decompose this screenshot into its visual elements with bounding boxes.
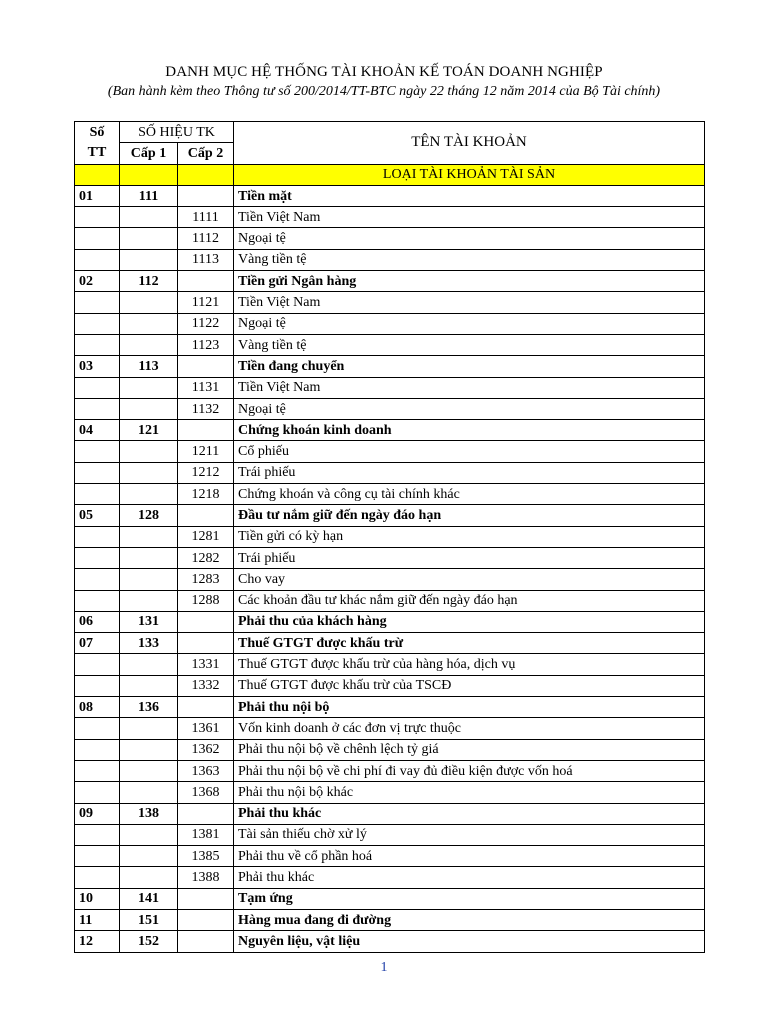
row-cap2: 1121 — [178, 292, 234, 313]
row-name: Tiền gửi có kỳ hạn — [234, 526, 705, 547]
row-cap2 — [178, 909, 234, 930]
row-name: Ngoại tệ — [234, 398, 705, 419]
row-cap1: 133 — [120, 633, 178, 654]
row-cap1 — [120, 377, 178, 398]
row-cap2: 1368 — [178, 782, 234, 803]
row-name: Phải thu nội bộ về chi phí đi vay đủ điều kiện được vốn hoá — [234, 760, 705, 781]
row-cap2: 1385 — [178, 846, 234, 867]
document-subtitle: (Ban hành kèm theo Thông tư số 200/2014/TT-BTC ngày 22 tháng 12 năm 2014 của Bộ Tài chính) — [107, 84, 661, 99]
row-cap2 — [178, 803, 234, 824]
row-name: Thuế GTGT được khấu trừ — [234, 633, 705, 654]
row-stt: 08 — [75, 697, 120, 718]
row-cap1 — [120, 313, 178, 334]
row-cap2: 1381 — [178, 824, 234, 845]
row-cap1 — [120, 760, 178, 781]
table-row — [75, 760, 705, 781]
row-name: Trái phiếu — [234, 547, 705, 568]
row-cap2: 1112 — [178, 228, 234, 249]
row-stt: 02 — [75, 271, 120, 292]
row-cap2: 1288 — [178, 590, 234, 611]
table-row — [75, 505, 705, 526]
header-so-hieu: SỐ HIỆU TK — [120, 122, 234, 143]
row-cap1 — [120, 547, 178, 568]
row-cap1: 113 — [120, 356, 178, 377]
row-cap1 — [120, 462, 178, 483]
row-name: Đầu tư nắm giữ đến ngày đáo hạn — [234, 505, 705, 526]
row-stt: 05 — [75, 505, 120, 526]
row-stt — [75, 207, 120, 228]
table-row — [75, 867, 705, 888]
row-cap1 — [120, 249, 178, 270]
table-row — [75, 569, 705, 590]
row-name: Tiền Việt Nam — [234, 377, 705, 398]
row-name: Ngoại tệ — [234, 313, 705, 334]
row-cap1 — [120, 718, 178, 739]
row-stt: 10 — [75, 888, 120, 909]
row-stt — [75, 228, 120, 249]
row-cap2 — [178, 611, 234, 632]
row-cap1: 136 — [120, 697, 178, 718]
row-cap2: 1361 — [178, 718, 234, 739]
header-stt-top: Số — [89, 124, 105, 140]
row-name: Phải thu nội bộ về chênh lệch tỷ giá — [234, 739, 705, 760]
table-row — [75, 718, 705, 739]
row-cap1: 111 — [120, 185, 178, 206]
table-row — [75, 909, 705, 930]
row-cap2 — [178, 185, 234, 206]
row-name: Tiền mặt — [234, 185, 705, 206]
row-cap2 — [178, 931, 234, 952]
table-row — [75, 590, 705, 611]
row-cap1 — [120, 846, 178, 867]
row-stt — [75, 675, 120, 696]
header-ten-tai-khoan: TÊN TÀI KHOẢN — [234, 122, 705, 165]
row-cap1: 152 — [120, 931, 178, 952]
row-name: Cổ phiếu — [234, 441, 705, 462]
row-stt — [75, 718, 120, 739]
row-cap1: 138 — [120, 803, 178, 824]
row-cap1 — [120, 526, 178, 547]
row-name: Phải thu nội bộ khác — [234, 782, 705, 803]
table-row — [75, 803, 705, 824]
row-cap2 — [178, 888, 234, 909]
table-row — [75, 185, 705, 206]
row-stt — [75, 739, 120, 760]
row-stt — [75, 441, 120, 462]
table-row — [75, 249, 705, 270]
row-cap2 — [178, 356, 234, 377]
row-cap1 — [120, 782, 178, 803]
table-row — [75, 782, 705, 803]
row-cap2: 1331 — [178, 654, 234, 675]
row-name: Nguyên liệu, vật liệu — [234, 931, 705, 952]
row-name: Hàng mua đang đi đường — [234, 909, 705, 930]
table-row — [75, 228, 705, 249]
table-row — [75, 633, 705, 654]
row-name: Thuế GTGT được khấu trừ của hàng hóa, dịch vụ — [234, 654, 705, 675]
row-name: Chứng khoán và công cụ tài chính khác — [234, 484, 705, 505]
table-row — [75, 654, 705, 675]
row-cap1: 121 — [120, 420, 178, 441]
row-stt: 03 — [75, 356, 120, 377]
row-stt — [75, 484, 120, 505]
row-cap2: 1281 — [178, 526, 234, 547]
row-stt: 09 — [75, 803, 120, 824]
row-stt — [75, 654, 120, 675]
section-title: LOẠI TÀI KHOẢN TÀI SẢN — [234, 164, 705, 185]
row-name: Tiền Việt Nam — [234, 292, 705, 313]
row-cap2: 1212 — [178, 462, 234, 483]
row-cap2: 1122 — [178, 313, 234, 334]
table-row — [75, 356, 705, 377]
row-stt — [75, 547, 120, 568]
table-row — [75, 611, 705, 632]
row-cap2: 1363 — [178, 760, 234, 781]
row-cap1: 112 — [120, 271, 178, 292]
row-cap1 — [120, 675, 178, 696]
row-stt — [75, 462, 120, 483]
row-name: Phải thu khác — [234, 803, 705, 824]
row-stt — [75, 824, 120, 845]
row-cap2: 1131 — [178, 377, 234, 398]
table-row — [75, 271, 705, 292]
row-cap2: 1218 — [178, 484, 234, 505]
table-row — [75, 824, 705, 845]
row-name: Vàng tiền tệ — [234, 334, 705, 355]
section-row — [75, 164, 705, 185]
row-cap1 — [120, 441, 178, 462]
table-row — [75, 377, 705, 398]
row-name: Cho vay — [234, 569, 705, 590]
row-cap2: 1283 — [178, 569, 234, 590]
row-stt — [75, 398, 120, 419]
row-cap1 — [120, 292, 178, 313]
row-cap1: 141 — [120, 888, 178, 909]
row-stt — [75, 334, 120, 355]
account-table — [74, 121, 705, 953]
row-cap1 — [120, 739, 178, 760]
row-cap2: 1111 — [178, 207, 234, 228]
row-cap1: 151 — [120, 909, 178, 930]
table-row — [75, 888, 705, 909]
table-row — [75, 484, 705, 505]
row-stt — [75, 867, 120, 888]
row-stt — [75, 782, 120, 803]
row-name: Ngoại tệ — [234, 228, 705, 249]
row-name: Phải thu khác — [234, 867, 705, 888]
row-cap2 — [178, 420, 234, 441]
row-name: Tiền đang chuyển — [234, 356, 705, 377]
row-cap1 — [120, 207, 178, 228]
row-stt: 01 — [75, 185, 120, 206]
row-cap1 — [120, 654, 178, 675]
row-cap2: 1332 — [178, 675, 234, 696]
row-name: Trái phiếu — [234, 462, 705, 483]
table-row — [75, 697, 705, 718]
table-row — [75, 931, 705, 952]
row-stt: 07 — [75, 633, 120, 654]
row-stt — [75, 526, 120, 547]
row-cap2: 1123 — [178, 334, 234, 355]
row-name: Tài sản thiếu chờ xử lý — [234, 824, 705, 845]
row-cap2 — [178, 505, 234, 526]
table-row — [75, 334, 705, 355]
row-cap1 — [120, 228, 178, 249]
row-cap1: 131 — [120, 611, 178, 632]
row-name: Phải thu của khách hàng — [234, 611, 705, 632]
header-stt — [75, 122, 120, 165]
row-name: Phải thu về cổ phần hoá — [234, 846, 705, 867]
row-cap2: 1113 — [178, 249, 234, 270]
row-name: Các khoản đầu tư khác nắm giữ đến ngày đáo hạn — [234, 590, 705, 611]
row-stt — [75, 569, 120, 590]
row-cap1 — [120, 824, 178, 845]
row-cap1 — [120, 334, 178, 355]
row-cap2: 1211 — [178, 441, 234, 462]
row-stt — [75, 760, 120, 781]
row-name: Phải thu nội bộ — [234, 697, 705, 718]
row-stt — [75, 249, 120, 270]
row-cap1 — [120, 398, 178, 419]
row-stt — [75, 846, 120, 867]
header-cap1: Cấp 1 — [120, 143, 178, 164]
row-cap2: 1132 — [178, 398, 234, 419]
row-stt — [75, 590, 120, 611]
table-row — [75, 846, 705, 867]
row-stt: 06 — [75, 611, 120, 632]
row-name: Vốn kinh doanh ở các đơn vị trực thuộc — [234, 718, 705, 739]
row-cap1 — [120, 867, 178, 888]
table-row — [75, 675, 705, 696]
row-cap2: 1362 — [178, 739, 234, 760]
row-cap2 — [178, 633, 234, 654]
row-stt: 04 — [75, 420, 120, 441]
table-row — [75, 292, 705, 313]
table-row — [75, 547, 705, 568]
row-name: Chứng khoán kinh doanh — [234, 420, 705, 441]
row-cap1: 128 — [120, 505, 178, 526]
row-stt — [75, 377, 120, 398]
row-cap2: 1282 — [178, 547, 234, 568]
table-row — [75, 313, 705, 334]
row-cap1 — [120, 569, 178, 590]
table-row — [75, 462, 705, 483]
row-cap2 — [178, 271, 234, 292]
row-cap2 — [178, 697, 234, 718]
table-row — [75, 420, 705, 441]
table-row — [75, 207, 705, 228]
row-stt — [75, 292, 120, 313]
row-name: Tạm ứng — [234, 888, 705, 909]
header-stt-bottom: TT — [87, 144, 107, 160]
table-row — [75, 398, 705, 419]
row-stt: 11 — [75, 909, 120, 930]
table-row — [75, 739, 705, 760]
header-cap2: Cấp 2 — [178, 143, 234, 164]
table-row — [75, 526, 705, 547]
row-cap2: 1388 — [178, 867, 234, 888]
document-title: DANH MỤC HỆ THỐNG TÀI KHOẢN KẾ TOÁN DOANH NGHIỆP — [165, 64, 603, 80]
page-number: 1 — [380, 960, 388, 975]
table-row — [75, 441, 705, 462]
row-stt: 12 — [75, 931, 120, 952]
row-cap1 — [120, 484, 178, 505]
row-name: Tiền Việt Nam — [234, 207, 705, 228]
row-name: Vàng tiền tệ — [234, 249, 705, 270]
row-stt — [75, 313, 120, 334]
row-cap1 — [120, 590, 178, 611]
row-name: Thuế GTGT được khấu trừ của TSCĐ — [234, 675, 705, 696]
row-name: Tiền gửi Ngân hàng — [234, 271, 705, 292]
